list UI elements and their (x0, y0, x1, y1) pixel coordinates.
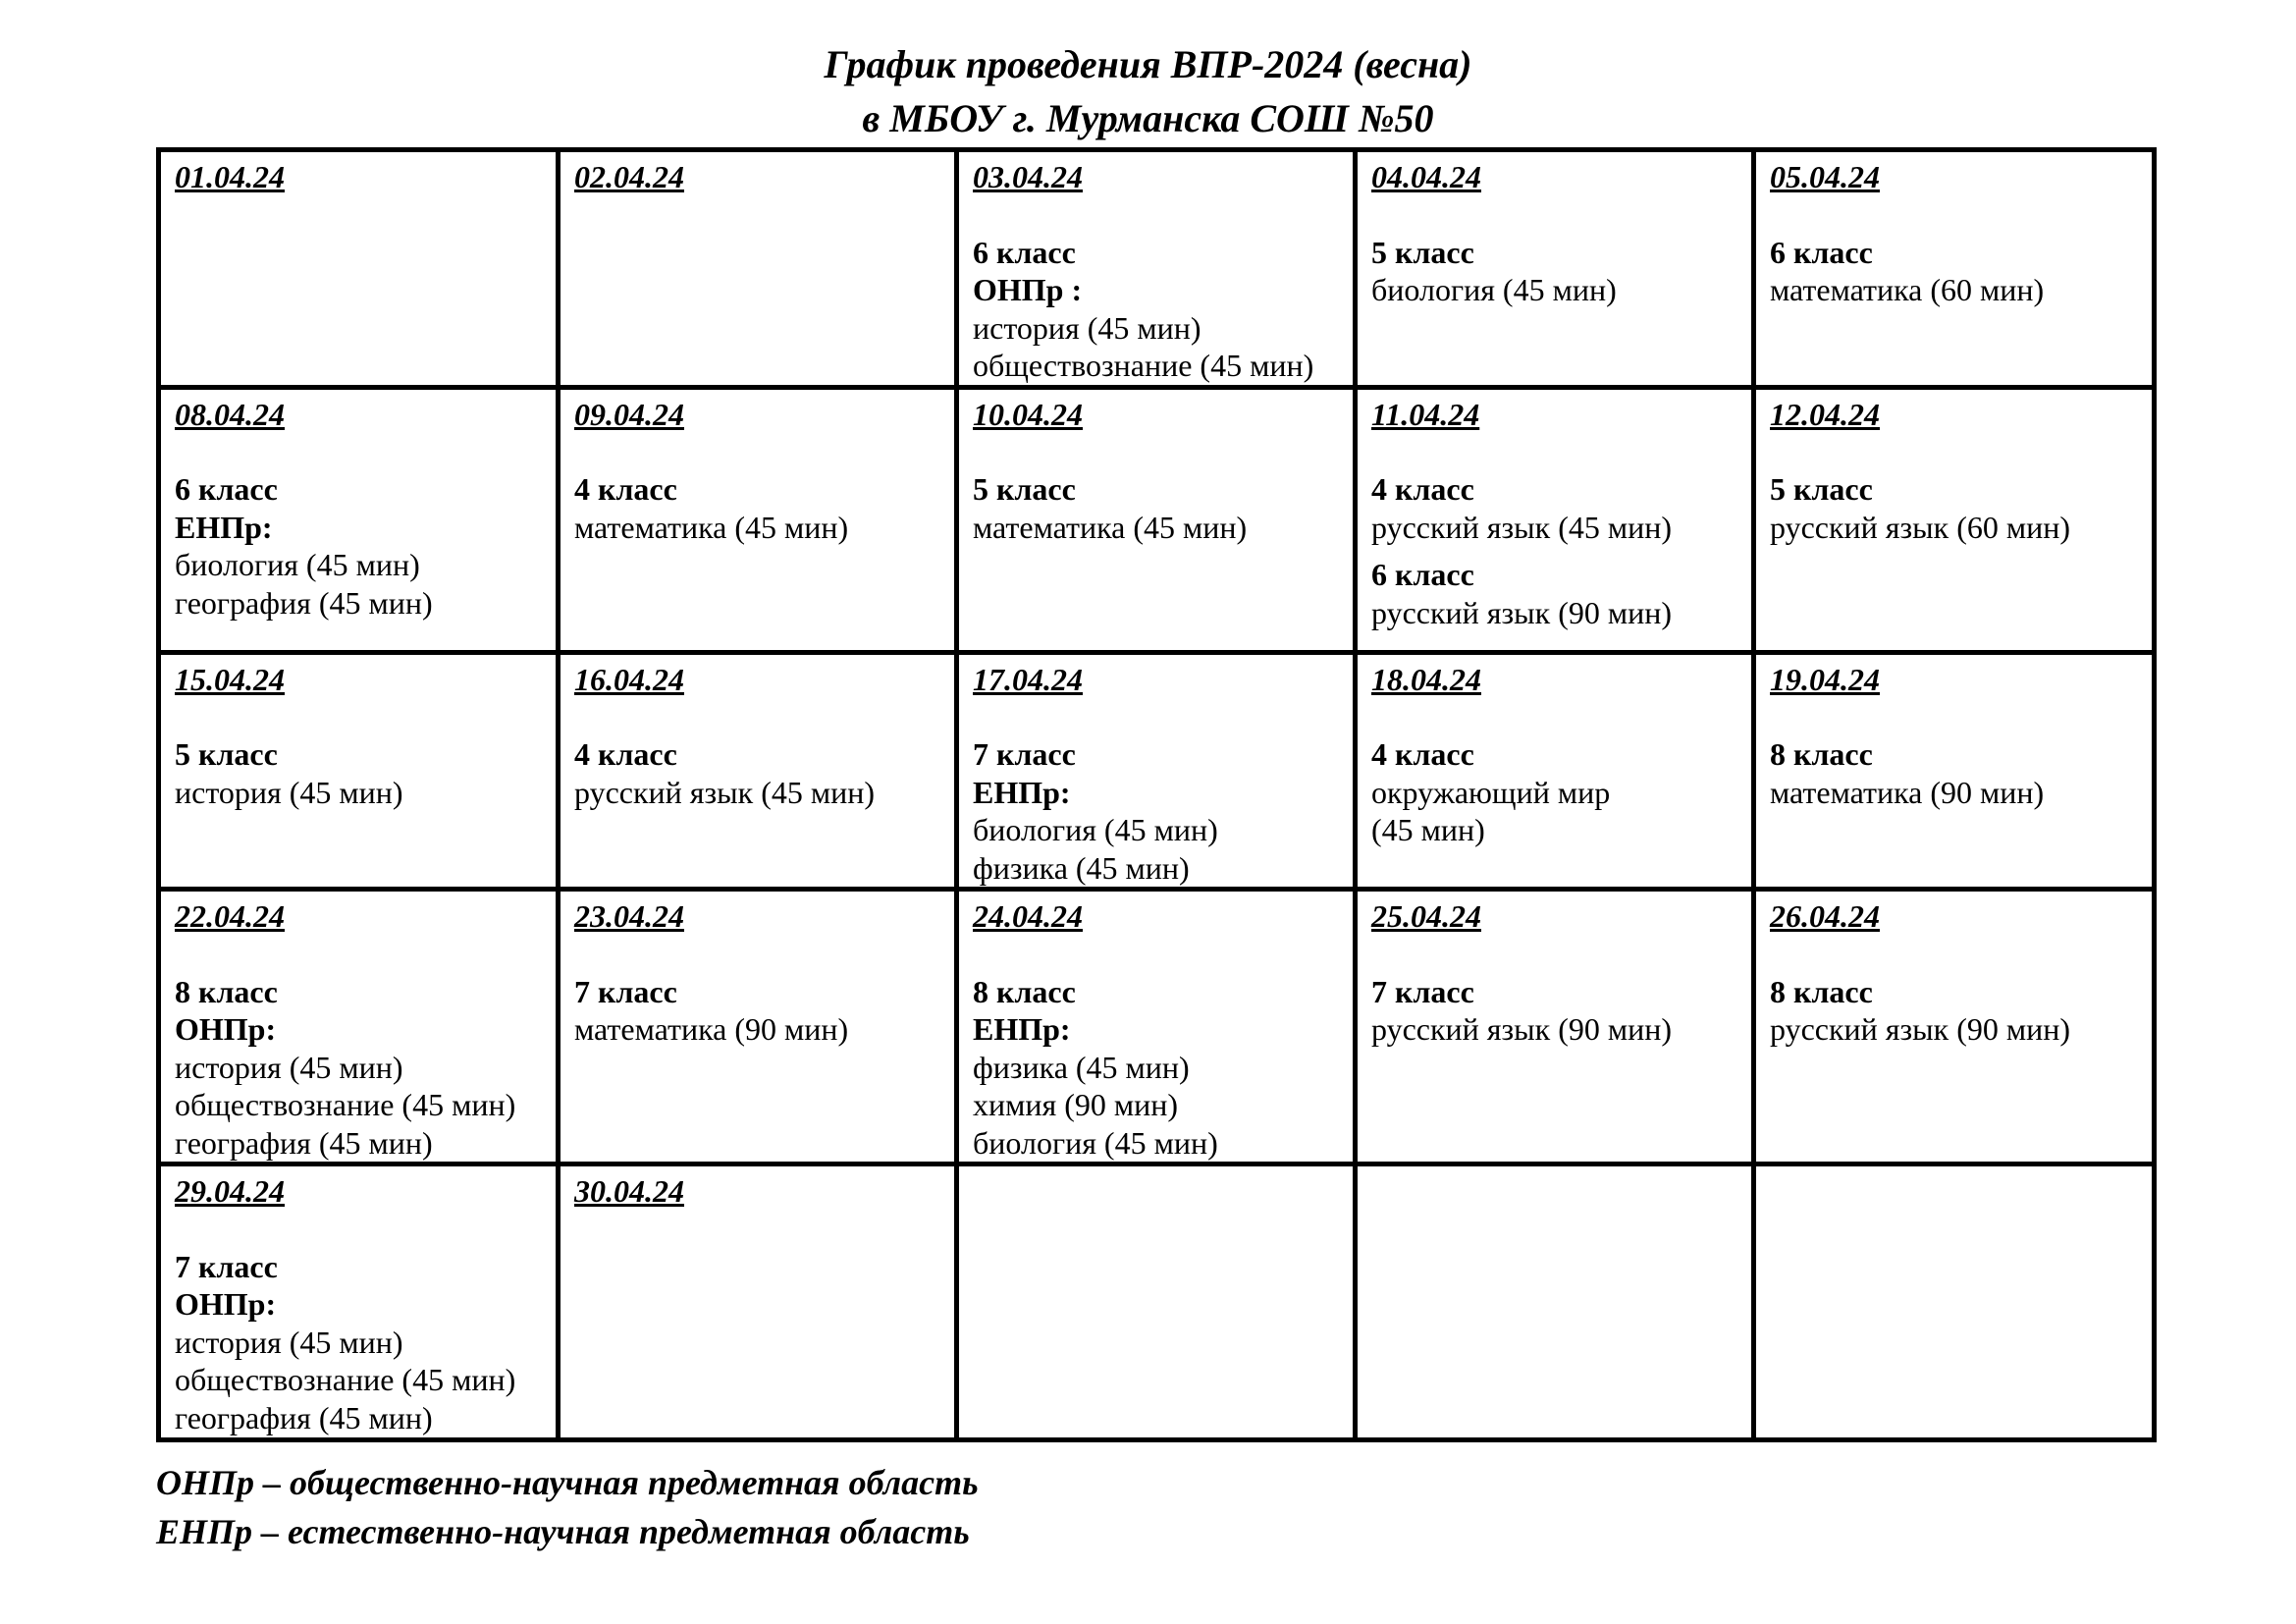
day-date: 23.04.24 (574, 898, 684, 934)
grade-label: 8 класс (1770, 973, 1873, 1009)
grade-label: 6 класс (175, 471, 278, 507)
schedule-day-cell (1754, 387, 2155, 652)
day-date: 01.04.24 (175, 159, 285, 194)
grade-label: 5 класс (1770, 471, 1873, 507)
schedule-table (156, 147, 2157, 1442)
schedule-day-cell (1356, 150, 1754, 388)
schedule-day-cell (559, 387, 957, 652)
schedule-day-cell (957, 387, 1356, 652)
grade-label: 5 класс (973, 471, 1076, 507)
subject-area-label: ОНПр : (973, 272, 1083, 307)
schedule-day-cell (1754, 150, 2155, 388)
schedule-day-cell (559, 150, 957, 388)
subject-line: биология (45 мин) (1371, 272, 1617, 307)
grade-label: 6 класс (1371, 557, 1474, 592)
day-date: 30.04.24 (574, 1173, 684, 1209)
grade-label: 7 класс (973, 736, 1076, 772)
day-date: 22.04.24 (175, 898, 285, 934)
grade-label: 4 класс (574, 471, 677, 507)
schedule-day-cell (1754, 1164, 2155, 1440)
subject-area-label: ОНПр: (175, 1286, 277, 1322)
day-date: 18.04.24 (1371, 661, 1481, 697)
legend-onpr: ОНПр – общественно-научная предметная область (156, 1463, 979, 1502)
subject-line: обществознание (45 мин) (973, 348, 1314, 383)
subject-line: история (45 мин) (973, 309, 1201, 346)
subject-line: русский язык (45 мин) (574, 774, 875, 810)
schedule-day-cell (159, 890, 559, 1164)
subject-line: география (45 мин) (175, 584, 433, 621)
subject-line: биология (45 мин) (973, 812, 1218, 847)
schedule-day-cell (559, 652, 957, 890)
schedule-day-cell (1754, 652, 2155, 890)
subject-line: география (45 мин) (175, 1124, 433, 1161)
subject-line: математика (90 мин) (574, 1011, 849, 1047)
subject-line: физика (45 мин) (973, 849, 1190, 886)
day-date: 03.04.24 (973, 159, 1083, 194)
subject-line: (45 мин) (1371, 812, 1485, 847)
schedule-week-row (159, 1164, 2155, 1440)
day-date: 17.04.24 (973, 661, 1083, 697)
legend-enpr: ЕНПр – естественно-научная предметная область (156, 1512, 970, 1551)
grade-label: 4 класс (574, 736, 677, 772)
subject-line: история (45 мин) (175, 1049, 403, 1085)
grade-label: 5 класс (1371, 234, 1474, 270)
grade-label: 8 класс (973, 973, 1076, 1009)
schedule-day-cell (159, 652, 559, 890)
subject-line: окружающий мир (1371, 774, 1611, 810)
subject-line: физика (45 мин) (973, 1049, 1190, 1085)
grade-label: 7 класс (574, 973, 677, 1009)
subject-area-label: ЕНПр: (175, 509, 273, 545)
schedule-week-row (159, 387, 2155, 652)
day-date: 16.04.24 (574, 661, 684, 697)
day-date: 10.04.24 (973, 396, 1083, 432)
grade-label: 7 класс (1371, 973, 1474, 1009)
grade-label: 8 класс (175, 973, 278, 1009)
day-date: 02.04.24 (574, 159, 684, 194)
schedule-day-cell (1356, 652, 1754, 890)
subject-area-label: ЕНПр: (973, 1011, 1071, 1047)
page-subtitle: в МБОУ г. Мурманска СОШ №50 (862, 96, 1434, 140)
schedule-day-cell (957, 890, 1356, 1164)
grade-label: 4 класс (1371, 736, 1474, 772)
subject-line: обществознание (45 мин) (175, 1362, 516, 1397)
day-date: 05.04.24 (1770, 159, 1880, 194)
subject-line: русский язык (90 мин) (1371, 1011, 1672, 1047)
grade-label: 5 класс (175, 736, 278, 772)
subject-line: математика (90 мин) (1770, 774, 2045, 810)
day-date: 19.04.24 (1770, 661, 1880, 697)
schedule-day-cell (559, 890, 957, 1164)
subject-line: история (45 мин) (175, 774, 403, 810)
subject-line: обществознание (45 мин) (175, 1087, 516, 1122)
subject-line: история (45 мин) (175, 1324, 403, 1360)
schedule-week-row (159, 890, 2155, 1164)
schedule-day-cell (159, 1164, 559, 1440)
grade-label: 6 класс (1770, 234, 1873, 270)
day-date: 08.04.24 (175, 396, 285, 432)
subject-line: математика (60 мин) (1770, 272, 2045, 307)
schedule-day-cell (1754, 890, 2155, 1164)
page-title: График проведения ВПР-2024 (весна) (824, 42, 1472, 86)
grade-label: 6 класс (973, 234, 1076, 270)
grade-label: 7 класс (175, 1248, 278, 1284)
schedule-day-cell (957, 652, 1356, 890)
schedule-day-cell (159, 150, 559, 388)
schedule-day-cell (957, 1164, 1356, 1440)
schedule-day-cell (1356, 387, 1754, 652)
day-date: 24.04.24 (973, 898, 1083, 934)
day-date: 15.04.24 (175, 661, 285, 697)
day-date: 12.04.24 (1770, 396, 1880, 432)
subject-line: русский язык (45 мин) (1371, 509, 1672, 545)
subject-line: математика (45 мин) (574, 509, 849, 545)
subject-line: биология (45 мин) (973, 1124, 1218, 1161)
day-date: 25.04.24 (1371, 898, 1481, 934)
schedule-day-cell (1356, 890, 1754, 1164)
day-date: 29.04.24 (175, 1173, 285, 1209)
grade-label: 8 класс (1770, 736, 1873, 772)
subject-line: биология (45 мин) (175, 547, 420, 582)
day-date: 04.04.24 (1371, 159, 1481, 194)
schedule-day-cell (159, 387, 559, 652)
day-date: 11.04.24 (1371, 396, 1480, 432)
subject-area-label: ЕНПр: (973, 774, 1071, 810)
schedule-day-cell (1356, 1164, 1754, 1440)
subject-area-label: ОНПр: (175, 1011, 277, 1047)
schedule-week-row (159, 150, 2155, 388)
subject-line: химия (90 мин) (973, 1087, 1179, 1122)
subject-line: русский язык (90 мин) (1371, 594, 1672, 630)
subject-line: русский язык (60 мин) (1770, 509, 2070, 545)
schedule-week-row (159, 652, 2155, 890)
subject-line: русский язык (90 мин) (1770, 1011, 2070, 1047)
grade-label: 4 класс (1371, 471, 1474, 507)
day-date: 26.04.24 (1770, 898, 1880, 934)
subject-line: математика (45 мин) (973, 509, 1248, 545)
schedule-day-cell (559, 1164, 957, 1440)
schedule-day-cell (957, 150, 1356, 388)
day-date: 09.04.24 (574, 396, 684, 432)
subject-line: география (45 мин) (175, 1399, 433, 1435)
